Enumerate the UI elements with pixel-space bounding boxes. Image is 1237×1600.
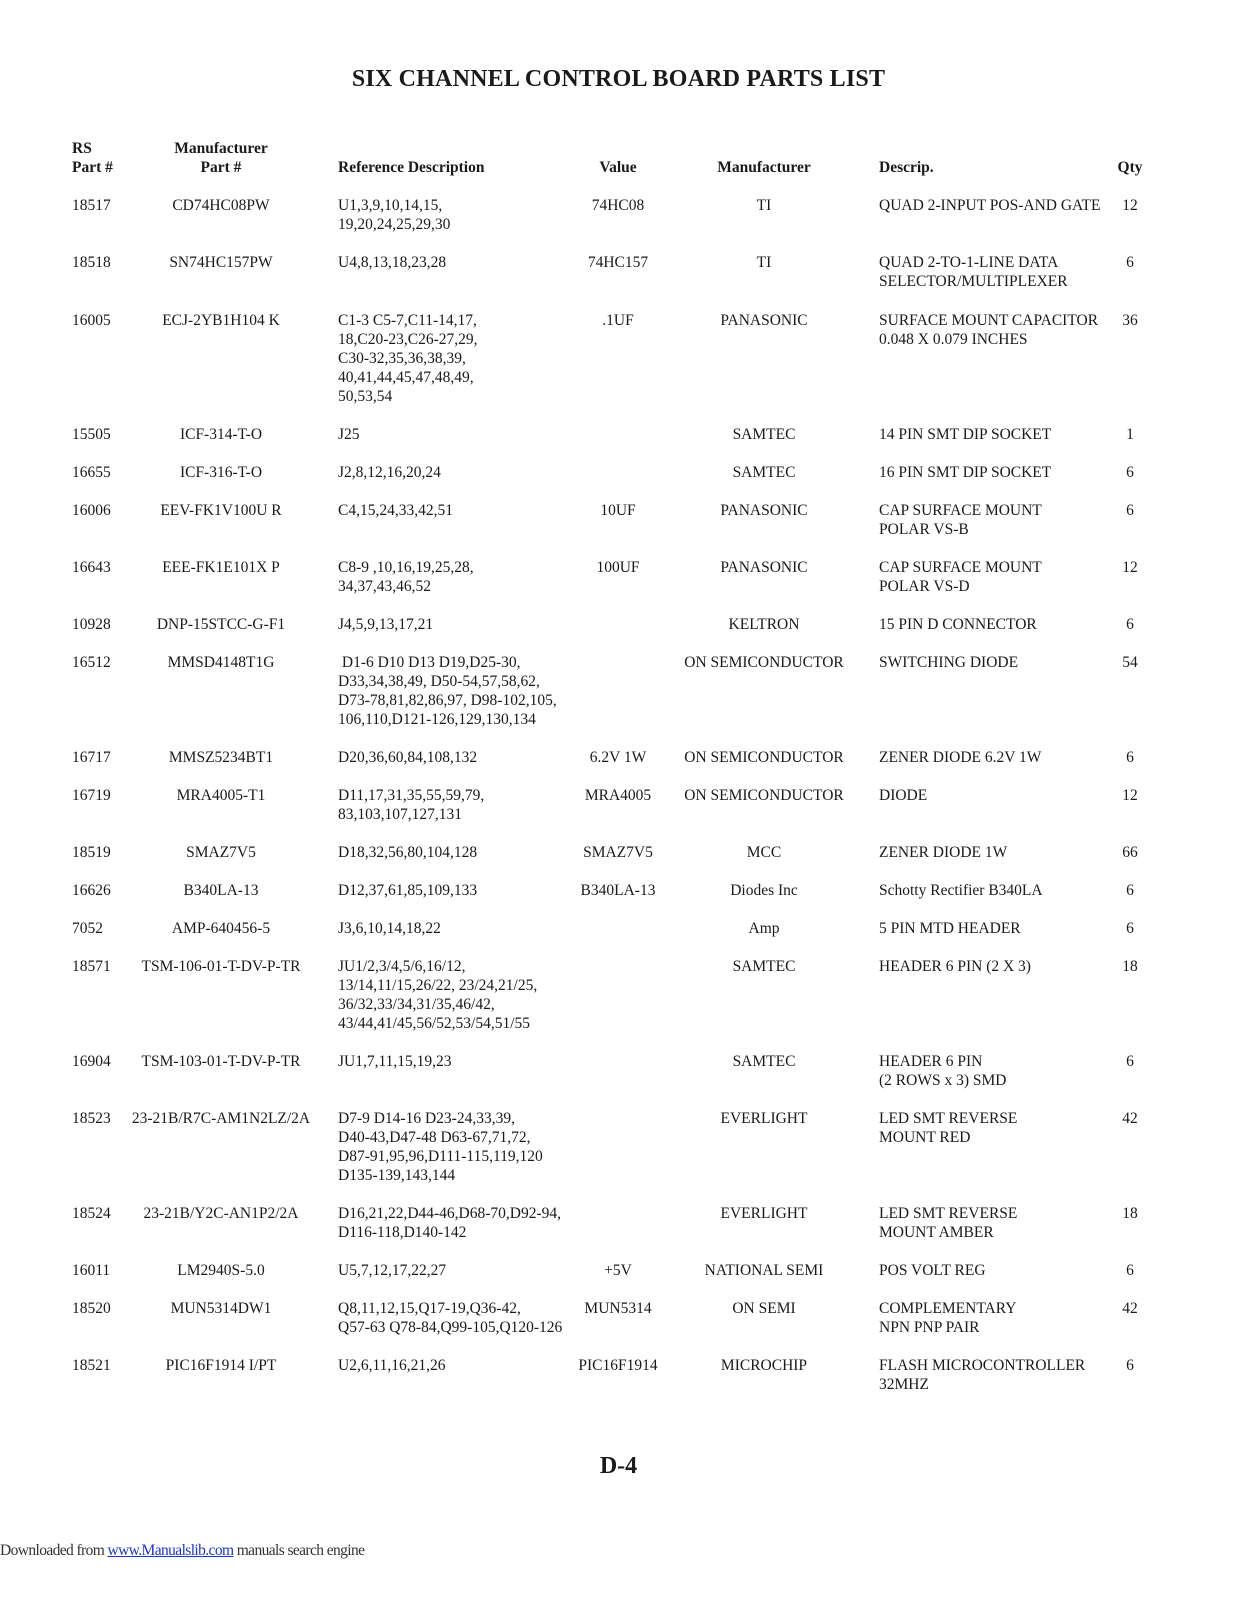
value-cell: B340LA-13 [580,882,656,899]
quantity-cell: 6 [1126,749,1134,766]
value-cell: MUN5314 [584,1300,652,1317]
rs-part-number-cell: 16006 [72,502,111,519]
rs-part-number-cell: 16904 [72,1053,111,1070]
manufacturer-part-number-cell: 23-21B/R7C-AM1N2LZ/2A [131,1110,311,1127]
reference-description-cell [338,463,441,482]
rs-part-number-cell: 18518 [72,254,111,271]
manufacturer-part-number-cell: EEV-FK1V100U R [160,502,282,519]
reference-description-line: J2,8,12,16,20,24 [338,464,441,481]
rs-part-number-cell: 16005 [72,312,111,329]
quantity-cell: 12 [1122,787,1138,804]
description-cell [879,653,1018,672]
reference-description-line: D7-9 D14-16 D23-24,33,39, [338,1110,515,1127]
reference-description-cell [338,196,450,234]
manufacturer-cell: SAMTEC [732,464,796,481]
reference-description-cell [338,843,477,862]
quantity-cell: 1 [1126,426,1134,443]
header-mfr-line1: Manufacturer [174,140,268,157]
rs-part-number-cell: 16717 [72,749,111,766]
rs-part-number-cell: 18519 [72,844,111,861]
description-cell [879,615,1037,634]
manufacturer-cell: SAMTEC [732,958,796,975]
description-line: POLAR VS-D [879,578,970,595]
manufacturer-part-number-cell: ICF-314-T-O [179,426,263,443]
manufacturer-cell: ON SEMI [732,1300,796,1317]
rs-part-number-cell: 18524 [72,1205,111,1222]
value-cell: SMAZ7V5 [583,844,653,861]
header-rs-line1: RS [72,140,92,157]
manufacturer-part-number-cell: 23-21B/Y2C-AN1P2/2A [143,1205,299,1222]
reference-description-line: 13/14,11/15,26/22, 23/24,21/25, [338,977,538,994]
reference-description-cell [338,786,484,824]
description-line: ZENER DIODE 6.2V 1W [879,749,1042,766]
manufacturer-cell: PANASONIC [720,502,808,519]
description-line: DIODE [879,787,928,804]
quantity-cell: 12 [1122,197,1138,214]
value-cell: PIC16F1914 [578,1357,658,1374]
reference-description-line: D18,32,56,80,104,128 [338,844,478,861]
reference-description-cell [338,1299,562,1337]
description-cell [879,1299,1016,1337]
description-line: 15 PIN D CONNECTOR [879,616,1037,633]
page-title: SIX CHANNEL CONTROL BOARD PARTS LIST [351,66,886,92]
reference-description-cell [338,311,478,406]
reference-description-line: J4,5,9,13,17,21 [338,616,434,633]
reference-description-line: U2,6,11,16,21,26 [338,1357,446,1374]
manufacturer-cell: SAMTEC [732,1053,796,1070]
description-line: CAP SURFACE MOUNT [879,559,1042,576]
description-line: QUAD 2-INPUT POS-AND GATE [879,197,1101,214]
rs-part-number-cell: 15505 [72,426,111,443]
rs-part-number-cell: 18517 [72,197,111,214]
header-descrip: Descrip. [879,159,934,176]
description-line: 0.048 X 0.079 INCHES [879,331,1028,348]
value-cell: +5V [604,1262,632,1279]
reference-description-line: D40-43,D47-48 D63-67,71,72, [338,1129,531,1146]
description-cell [879,957,1031,976]
header-mfr-line2: Part # [200,159,242,176]
quantity-cell: 6 [1126,920,1134,937]
reference-description-cell [338,748,477,767]
manufacturer-cell: ON SEMICONDUCTOR [684,787,844,804]
description-line: 5 PIN MTD HEADER [879,920,1021,937]
manufacturer-cell: PANASONIC [720,312,808,329]
reference-description-line: U5,7,12,17,22,27 [338,1262,447,1279]
description-line: (2 ROWS x 3) SMD [879,1072,1007,1089]
value-cell: 74HC08 [591,197,645,214]
reference-description-line: D16,21,22,D44-46,D68-70,D92-94, [338,1205,562,1222]
description-cell [879,558,1042,596]
reference-description-line: Q57-63 Q78-84,Q99-105,Q120-126 [338,1319,563,1336]
manufacturer-part-number-cell: TSM-106-01-T-DV-P-TR [141,958,301,975]
quantity-cell: 6 [1126,254,1134,271]
reference-description-cell [338,957,537,1033]
manufacturer-part-number-cell: LM2940S-5.0 [177,1262,265,1279]
manufacturer-part-number-cell: ECJ-2YB1H104 K [162,312,280,329]
reference-description-line: 40,41,44,45,47,48,49, [338,369,474,386]
reference-description-line: C4,15,24,33,42,51 [338,502,453,519]
rs-part-number-cell: 16643 [72,559,111,576]
reference-description-line: 83,103,107,127,131 [338,806,462,823]
manufacturer-cell: MCC [746,844,782,861]
manufacturer-part-number-cell: MMSD4148T1G [167,654,275,671]
rs-part-number-cell: 16011 [72,1262,111,1279]
description-cell [879,748,1041,767]
reference-description-line: D87-91,95,96,D111-115,119,120 [338,1148,543,1165]
footer-suffix: manuals search engine [233,1542,365,1559]
reference-description-line: U4,8,13,18,23,28 [338,254,447,271]
reference-description-line: J3,6,10,14,18,22 [338,920,441,937]
description-cell [879,1204,1017,1242]
manufacturer-part-number-cell: AMP-640456-5 [171,920,271,937]
description-line: POLAR VS-B [879,521,969,538]
quantity-cell: 6 [1126,616,1134,633]
quantity-cell: 42 [1122,1300,1138,1317]
reference-description-line: 19,20,24,25,29,30 [338,216,451,233]
reference-description-line: JU1,7,11,15,19,23 [338,1053,452,1070]
description-line: 14 PIN SMT DIP SOCKET [879,426,1052,443]
reference-description-cell [338,919,441,938]
value-cell: 10UF [600,502,636,519]
description-line: SURFACE MOUNT CAPACITOR [879,312,1099,329]
manufacturer-part-number-cell: ICF-316-T-O [179,464,263,481]
description-line: CAP SURFACE MOUNT [879,502,1042,519]
reference-description-line: U1,3,9,10,14,15, [338,197,443,214]
reference-description-line: C8-9 ,10,16,19,25,28, [338,559,474,576]
reference-description-cell [338,558,474,596]
manufacturer-part-number-cell: SMAZ7V5 [186,844,256,861]
value-cell: 6.2V 1W [589,749,647,766]
manufacturer-cell: EVERLIGHT [720,1205,808,1222]
quantity-cell: 36 [1122,312,1138,329]
rs-part-number-cell: 18571 [72,958,111,975]
quantity-cell: 6 [1126,882,1134,899]
manufacturer-part-number-cell: MUN5314DW1 [170,1300,272,1317]
reference-description-cell [338,1109,543,1185]
rs-part-number-cell: 16512 [72,654,111,671]
description-line: HEADER 6 PIN (2 X 3) [879,958,1031,975]
description-line: LED SMT REVERSE [879,1110,1018,1127]
manufacturer-part-number-cell: SN74HC157PW [169,254,273,271]
reference-description-line: C30-32,35,36,38,39, [338,350,466,367]
description-cell [879,425,1051,444]
reference-description-line: 106,110,D121-126,129,130,134 [338,711,536,728]
value-cell: 74HC157 [587,254,649,271]
value-cell: .1UF [602,312,634,329]
manufacturer-part-number-cell: PIC16F1914 I/PT [165,1357,277,1374]
manufacturer-cell: TI [756,197,772,214]
description-line: HEADER 6 PIN [879,1053,983,1070]
manufacturer-part-number-cell: TSM-103-01-T-DV-P-TR [141,1053,301,1070]
rs-part-number-cell: 7052 [72,920,103,937]
description-line: Schotty Rectifier B340LA [879,882,1043,899]
reference-description-line: 18,C20-23,C26-27,29, [338,331,478,348]
description-cell [879,881,1043,900]
manufacturer-cell: PANASONIC [720,559,808,576]
quantity-cell: 6 [1126,1053,1134,1070]
description-cell [879,501,1042,539]
header-qty: Qty [1117,159,1143,176]
description-cell [879,1052,1006,1090]
manufacturer-cell: TI [756,254,772,271]
description-cell [879,1109,1017,1147]
description-cell [879,1356,1085,1394]
description-line: COMPLEMENTARY [879,1300,1017,1317]
value-cell: 100UF [596,559,640,576]
manufacturer-part-number-cell: CD74HC08PW [172,197,270,214]
reference-description-cell [338,1356,446,1375]
rs-part-number-cell: 16626 [72,882,111,899]
manufacturer-cell: NATIONAL SEMI [704,1262,824,1279]
rs-part-number-cell: 10928 [72,616,111,633]
description-line: NPN PNP PAIR [879,1319,980,1336]
quantity-cell: 6 [1126,502,1134,519]
rs-part-number-cell: 16719 [72,787,111,804]
manufacturer-cell: Amp [748,920,780,937]
reference-description-line: 36/32,33/34,31/35,46/42, [338,996,495,1013]
description-cell [879,1261,986,1280]
description-line: 16 PIN SMT DIP SOCKET [879,464,1052,481]
manufacturer-part-number-cell: DNP-15STCC-G-F1 [156,616,286,633]
manufacturer-cell: MICROCHIP [720,1357,808,1374]
manufacturer-cell: ON SEMICONDUCTOR [684,749,844,766]
description-cell [879,196,1100,215]
description-line: FLASH MICROCONTROLLER [879,1357,1086,1374]
description-line: MOUNT AMBER [879,1224,994,1241]
description-line: ZENER DIODE 1W [879,844,1008,861]
manufacturer-cell: Diodes Inc [730,882,798,899]
quantity-cell: 6 [1126,1262,1134,1279]
reference-description-line: D11,17,31,35,55,59,79, [338,787,485,804]
header-manufacturer-part [121,139,321,177]
reference-description-line: 43/44,41/45,56/52,53/54,51/55 [338,1015,531,1032]
manufacturer-part-number-cell: B340LA-13 [183,882,259,899]
rs-part-number-cell: 18520 [72,1300,111,1317]
reference-description-line: J25 [338,426,360,443]
reference-description-cell [338,501,453,520]
description-cell [879,463,1051,482]
manufacturer-cell: ON SEMICONDUCTOR [684,654,844,671]
reference-description-line: 34,37,43,46,52 [338,578,431,595]
reference-description-cell [338,1204,561,1242]
reference-description-line: D12,37,61,85,109,133 [338,882,478,899]
reference-description-line: D33,34,38,49, D50-54,57,58,62, [338,673,540,690]
reference-description-cell [338,1261,446,1280]
description-cell [879,311,1098,349]
description-line: POS VOLT REG [879,1262,986,1279]
reference-description-cell [338,881,477,900]
manufacturer-part-number-cell: MRA4005-T1 [176,787,266,804]
reference-description-line: D20,36,60,84,108,132 [338,749,478,766]
description-cell [879,843,1007,862]
value-cell: MRA4005 [584,787,652,804]
rs-part-number-cell: 18523 [72,1110,111,1127]
reference-description-line: D73-78,81,82,86,97, D98-102,105, [338,692,557,709]
quantity-cell: 6 [1126,464,1134,481]
manufacturer-part-number-cell: MMSZ5234BT1 [168,749,274,766]
header-rs-line2: Part # [72,159,113,176]
reference-description-line: JU1/2,3/4,5/6,16/12, [338,958,466,975]
reference-description-line: 50,53,54 [338,388,393,405]
reference-description-line: C1-3 C5-7,C11-14,17, [338,312,477,329]
quantity-cell: 66 [1122,844,1138,861]
page-number: D-4 [599,1453,638,1479]
rs-part-number-cell: 18521 [72,1357,111,1374]
quantity-cell: 42 [1122,1110,1138,1127]
header-manufacturer: Manufacturer [717,159,811,176]
manufacturer-cell: EVERLIGHT [720,1110,808,1127]
reference-description-cell [338,1052,452,1071]
reference-description-line: D116-118,D140-142 [338,1224,467,1241]
reference-description-line: Q8,11,12,15,Q17-19,Q36-42, [338,1300,521,1317]
header-value: Value [599,159,637,176]
reference-description-line: D1-6 D10 D13 D19,D25-30, [338,654,521,671]
description-line: QUAD 2-TO-1-LINE DATA [879,254,1059,271]
rs-part-number-cell: 16655 [72,464,111,481]
quantity-cell: 18 [1122,1205,1138,1222]
reference-description-cell [338,425,360,444]
reference-description-cell [338,653,557,729]
description-line: MOUNT RED [879,1129,971,1146]
manufacturer-part-number-cell: EEE-FK1E101X P [162,559,280,576]
description-line: SWITCHING DIODE [879,654,1019,671]
manualslib-link[interactable]: www.Manualslib.com [107,1542,234,1559]
quantity-cell: 6 [1126,1357,1134,1374]
header-reference-description: Reference Description [338,159,485,176]
header-rs-part [72,139,113,177]
quantity-cell: 12 [1122,559,1138,576]
description-line: SELECTOR/MULTIPLEXER [879,273,1068,290]
manufacturer-cell: SAMTEC [732,426,796,443]
quantity-cell: 54 [1122,654,1138,671]
description-line: LED SMT REVERSE [879,1205,1018,1222]
reference-description-cell [338,615,433,634]
description-cell [879,253,1068,291]
footer-prefix: Downloaded from [0,1542,108,1559]
manufacturer-cell: KELTRON [728,616,800,633]
reference-description-cell [338,253,446,272]
description-cell [879,786,927,805]
description-cell [879,919,1021,938]
download-footer [0,1542,364,1560]
quantity-cell: 18 [1122,958,1138,975]
reference-description-line: D135-139,143,144 [338,1167,456,1184]
description-line: 32MHZ [879,1376,929,1393]
